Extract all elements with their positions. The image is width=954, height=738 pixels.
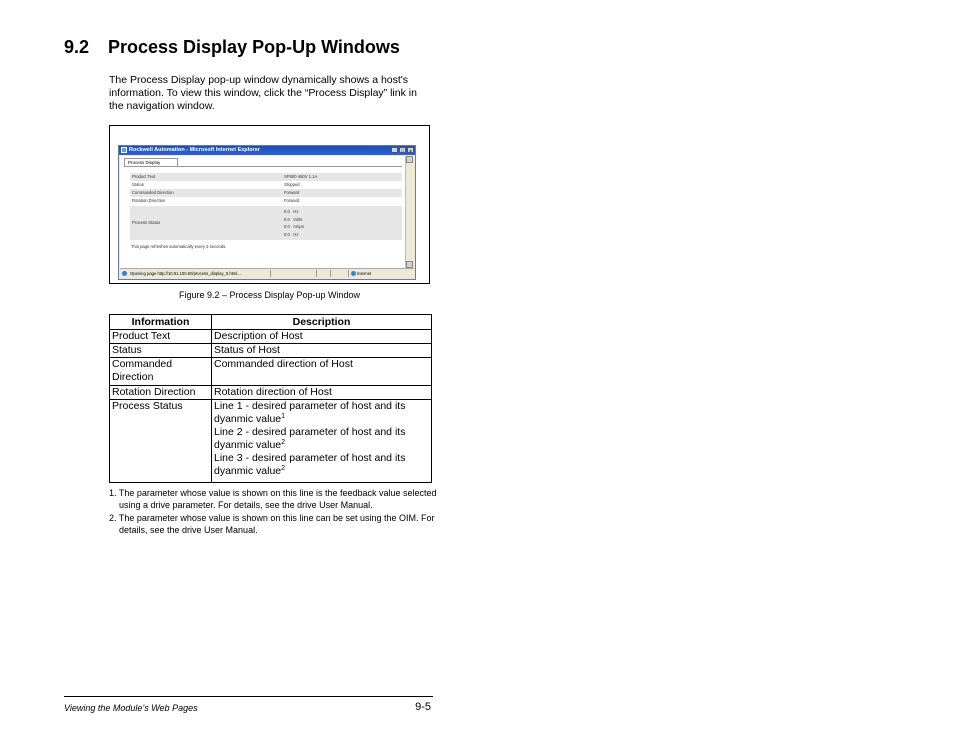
process-status-values — [284, 206, 304, 240]
figure-screenshot — [109, 125, 430, 284]
column-header: Information — [110, 315, 212, 330]
process-status-row — [130, 206, 402, 240]
table-row — [110, 400, 432, 483]
row-key: Status — [132, 182, 144, 187]
list-item — [130, 173, 402, 181]
window-title-bar — [119, 146, 415, 155]
footnote: 1. The parameter whose value is shown on this line is the feedback value selected using a drive parameter. For details, see the drive User Manual. — [109, 488, 437, 511]
footer-rule — [64, 696, 433, 697]
status-line: 0.0 Hz — [284, 209, 299, 214]
table-row — [110, 330, 432, 344]
section-heading — [64, 37, 400, 58]
maximize-icon[interactable]: □ — [399, 147, 406, 153]
tab-process-display[interactable]: Process Display — [124, 158, 178, 166]
process-line: Line 3 - desired parameter of host and its dyanmic value$^2$ — [214, 452, 406, 477]
row-value: Forward — [284, 190, 300, 195]
info-cell: Product Text — [110, 330, 212, 344]
process-display-table — [130, 173, 402, 240]
page-number: 9-5 — [415, 701, 431, 713]
minimize-icon[interactable]: _ — [391, 147, 398, 153]
desc-cell — [212, 400, 432, 483]
process-line: Line 2 - desired parameter of host and its dyanmic value$^2$ — [214, 426, 406, 451]
table-row — [110, 386, 432, 400]
status-line: 0.0 Amps — [284, 224, 304, 229]
table-header-row — [110, 315, 432, 330]
desc-cell: Status of Host — [212, 344, 432, 358]
scroll-down-icon[interactable] — [406, 261, 413, 268]
status-line: 0.0 Volts — [284, 216, 303, 222]
desc-cell: Commanded direction of Host — [212, 358, 432, 386]
list-item — [130, 181, 402, 189]
status-bar — [120, 268, 414, 278]
row-key: Rotation Direction — [132, 198, 166, 203]
row-value: Stopped — [284, 182, 300, 187]
status-line: 0.0 Hz — [284, 231, 299, 237]
zone-label: Internet — [357, 271, 372, 276]
info-cell: Rotation Direction — [110, 386, 212, 400]
globe-icon — [351, 271, 356, 276]
refresh-note: This page refreshes automatically every 3 seconds. — [131, 244, 227, 249]
row-key: Commanded Direction — [132, 190, 174, 195]
window-title: Rockwell Automation - Microsoft Internet Explorer — [129, 147, 260, 153]
row-value: SP600 480V 1.1A — [284, 174, 318, 179]
row-value: Forward — [284, 198, 300, 203]
info-cell: Commanded Direction — [110, 358, 212, 386]
process-line: Line 1 - desired parameter of host and its dyanmic value$^1$ — [214, 400, 406, 425]
intro-paragraph: The Process Display pop-up window dynamically shows a host's information. To view this window, click the “Process Display” link in the navigation window. — [109, 74, 417, 112]
column-header: Description — [212, 315, 432, 330]
figure-caption: Figure 9.2 – Process Display Pop-up Window — [178, 290, 361, 300]
section-number: 9.2 — [64, 37, 90, 57]
info-table — [109, 314, 432, 483]
desc-cell: Rotation direction of Host — [212, 386, 432, 400]
table-row — [110, 344, 432, 358]
status-text: Opening page http://10.91.100.60/process_display_0.html... — [130, 271, 241, 276]
footer-chapter-title: Viewing the Module’s Web Pages — [64, 703, 198, 713]
info-cell: Process Status — [110, 400, 212, 483]
footnote: 2. The parameter whose value is shown on this line can be set using the OIM. For details, see the drive User Manual. — [109, 512, 435, 535]
section-title: Process Display Pop-Up Windows — [108, 37, 400, 57]
scroll-up-icon[interactable] — [406, 156, 413, 163]
zone-indicator — [348, 270, 412, 277]
browser-content — [120, 156, 414, 268]
browser-icon — [121, 147, 127, 153]
browser-window — [118, 145, 416, 280]
scrollbar[interactable] — [405, 156, 414, 268]
info-cell: Status — [110, 344, 212, 358]
table-row — [110, 358, 432, 386]
row-key: Process Status — [132, 220, 161, 225]
row-key: Product Text — [132, 174, 156, 179]
page-loading-icon — [122, 271, 127, 276]
footnotes — [109, 487, 439, 536]
list-item — [130, 197, 402, 205]
desc-cell: Description of Host — [212, 330, 432, 344]
list-item — [130, 189, 402, 197]
close-icon[interactable]: x — [407, 147, 414, 153]
